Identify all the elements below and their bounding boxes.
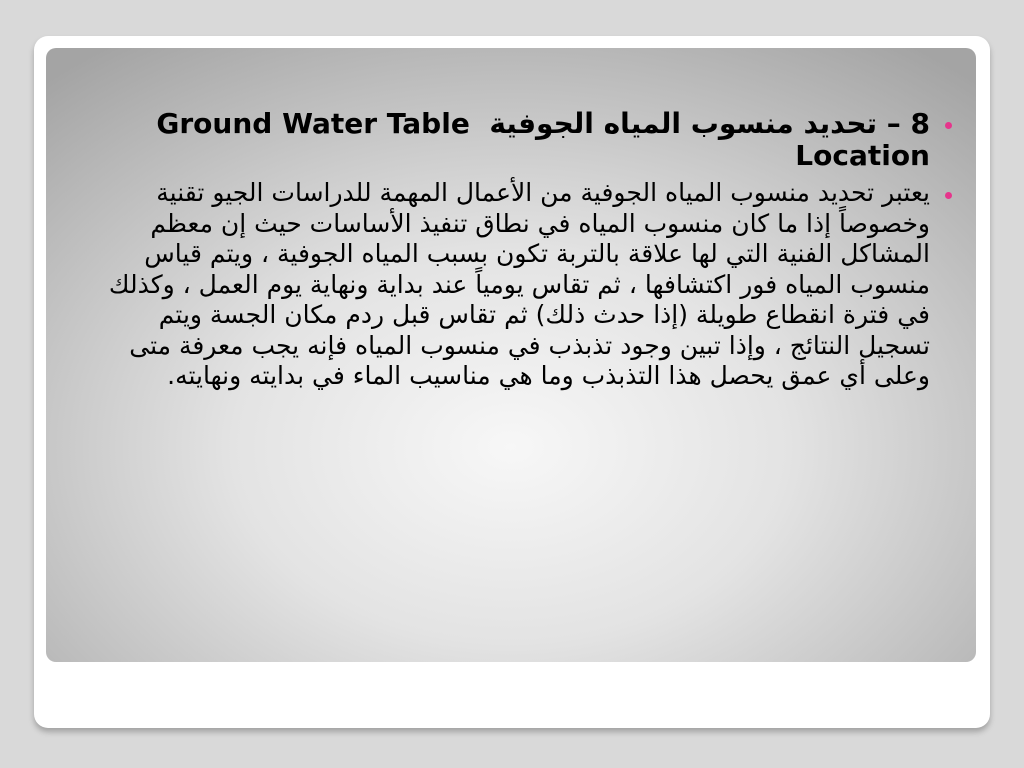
heading-english: Ground Water Table Location [156,107,930,172]
body-text: يعتبر تحديد منسوب المياه الجوفية من الأعمال المهمة للدراسات الجيو تقنية وخصوصاً إذا ما كان منسوب المياه في نطاق تنفيذ الأساسات حيث إن معظم المشاكل الفنية التي لها علاقة بالتربة تكون بسبب المياه الجوفية ، ويتم قياس منسوب المياه فور اكتشافها ، ثم تقاس يومياً عند بداية ونهاية يوم العمل ، وكذلك في فترة انقطاع طويلة (إذا حدث ذلك) ثم تقاس قبل ردم مكان الجسة ويتم تسجيل النتائج ، وإذا تبين وجود تذبذب في منسوب المياه فإنه يجب معرفة متى وعلى أي عمق يحصل هذا التذبذب وما هي مناسيب الماء في بدايته ونهايته. [108,178,930,390]
heading-arabic: 8 – تحديد منسوب المياه الجوفية [489,107,930,140]
bullet-list [94,108,954,398]
content-panel [46,48,976,662]
heading-bullet [94,108,954,172]
bullet-dot-icon [945,122,952,129]
slide-frame [34,36,990,728]
bullet-dot-icon [945,192,952,199]
body-bullet [94,178,954,392]
heading-text [156,107,930,172]
